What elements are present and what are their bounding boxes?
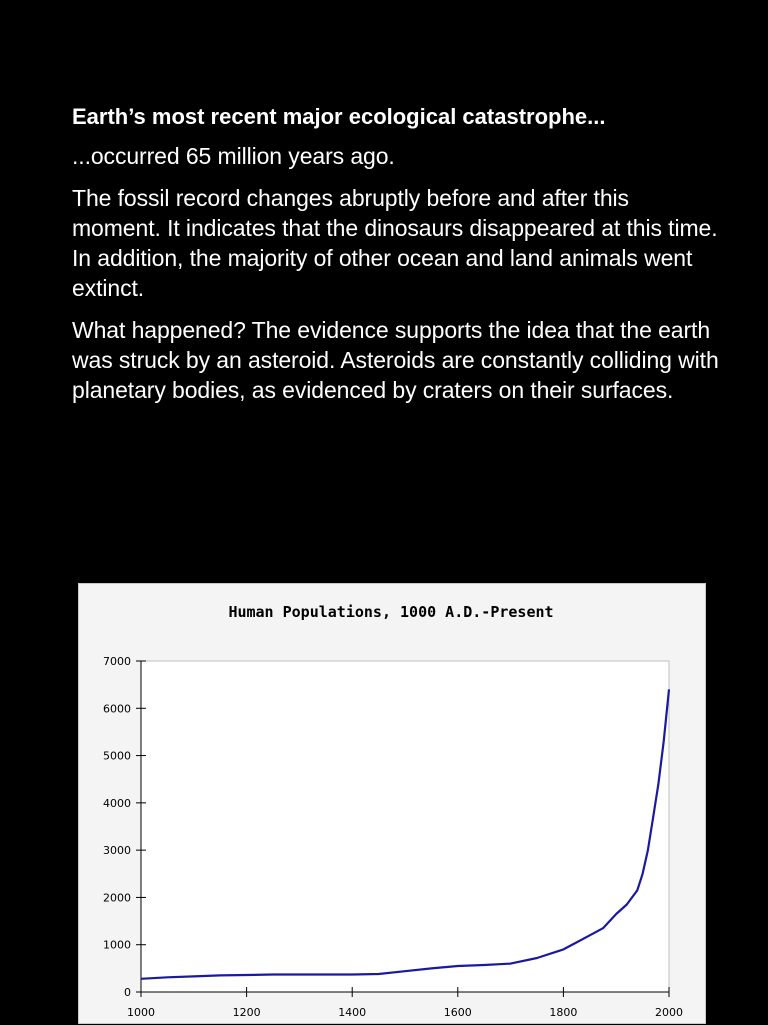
x-tick-label: 1800 <box>549 1006 578 1019</box>
y-tick-label: 4000 <box>103 796 131 810</box>
chart-svg <box>79 584 707 1025</box>
y-tick-label: 5000 <box>103 749 131 763</box>
y-tick-label: 6000 <box>103 702 131 716</box>
slide-heading: Earth’s most recent major ecological catastrophe... <box>72 104 606 129</box>
chart-title: Human Populations, 1000 A.D.-Present <box>228 603 554 621</box>
x-tick-label: 1400 <box>338 1006 367 1019</box>
y-tick-label: 7000 <box>103 655 131 668</box>
x-tick-label: 1200 <box>232 1006 261 1019</box>
y-tick-label: 1000 <box>103 938 131 952</box>
paragraph-3: What happened? The evidence supports the idea that the earth was struck by an asteroid. Asteroids are constantly colliding with planetary bodies, as evidenced by craters on their surfaces. <box>72 317 719 403</box>
x-tick-label: 2000 <box>655 1006 683 1019</box>
x-tick-label: 1000 <box>127 1006 155 1019</box>
y-tick-label: 3000 <box>103 844 131 858</box>
chart-axes <box>103 655 683 1019</box>
y-tick-label: 0 <box>124 986 131 999</box>
plot-area <box>141 661 669 992</box>
population-chart <box>78 583 706 1024</box>
x-tick-label: 1600 <box>443 1006 472 1019</box>
y-tick-label: 2000 <box>103 891 131 905</box>
paragraph-1: ...occurred 65 million years ago. <box>72 143 395 169</box>
text-block <box>72 102 722 417</box>
paragraph-2: The fossil record changes abruptly before and after this moment. It indicates that the dinosaurs disappeared at this time. In addition, the majority of other ocean and land animals went extinct. <box>72 185 718 301</box>
